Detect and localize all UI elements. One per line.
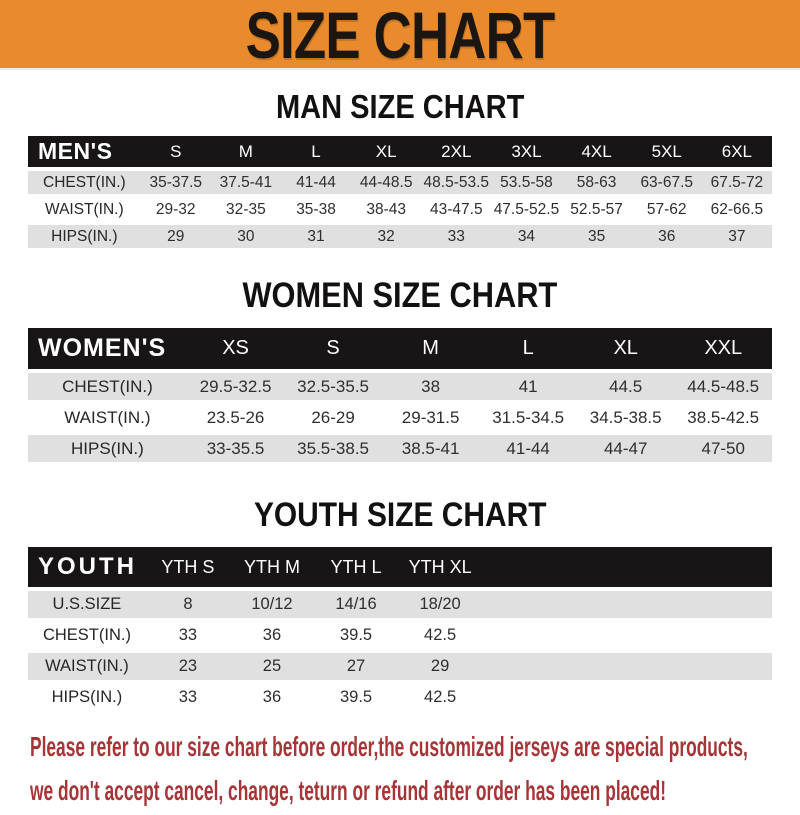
column-header-cell: M (211, 136, 281, 167)
heading-text: WOMEN SIZE CHART (242, 276, 558, 315)
value-cell: 44-48.5 (351, 171, 421, 194)
header-row (28, 547, 772, 587)
value-cell: 43-47.5 (421, 198, 491, 221)
value-cell: 38-43 (351, 198, 421, 221)
value-cell: 35.5-38.5 (284, 435, 382, 462)
value-cell: 44-47 (577, 435, 675, 462)
column-header-cell: XS (187, 328, 285, 369)
column-header-cell: 2XL (421, 136, 491, 167)
value-cell: 36 (230, 622, 314, 649)
value-cell: 35-38 (281, 198, 351, 221)
women-size-chart-section (0, 276, 800, 466)
value-cell: 47-50 (674, 435, 772, 462)
column-header-cell: YTH L (314, 547, 398, 587)
men-section-heading (0, 88, 800, 126)
filler-cell (482, 653, 772, 680)
value-cell: 41-44 (281, 171, 351, 194)
data-row (28, 171, 772, 194)
data-row (28, 198, 772, 221)
column-header-cell: 4XL (562, 136, 632, 167)
value-cell: 29-31.5 (382, 404, 480, 431)
row-label-cell: HIPS(IN.) (28, 435, 187, 462)
row-label-cell: CHEST(IN.) (28, 171, 141, 194)
value-cell: 33-35.5 (187, 435, 285, 462)
row-label-cell: WAIST(IN.) (28, 198, 141, 221)
column-header-cell: 3XL (491, 136, 561, 167)
filler-cell (482, 622, 772, 649)
column-header-cell: S (284, 328, 382, 369)
value-cell: 38.5-41 (382, 435, 480, 462)
value-cell: 35 (562, 225, 632, 248)
value-cell: 39.5 (314, 684, 398, 711)
value-cell: 33 (421, 225, 491, 248)
value-cell: 53.5-58 (491, 171, 561, 194)
value-cell: 23.5-26 (187, 404, 285, 431)
data-row (28, 622, 772, 649)
value-cell: 48.5-53.5 (421, 171, 491, 194)
column-header-cell: 6XL (702, 136, 772, 167)
filler-cell (482, 684, 772, 711)
column-header-cell: YTH M (230, 547, 314, 587)
filler-cell (482, 591, 772, 618)
men-size-chart-section (0, 88, 800, 252)
value-cell: 52.5-57 (562, 198, 632, 221)
value-cell: 29 (398, 653, 482, 680)
column-header-cell: YTH S (146, 547, 230, 587)
disclaimer (0, 727, 800, 815)
row-label-cell: HIPS(IN.) (28, 225, 141, 248)
data-row (28, 684, 772, 711)
data-row (28, 653, 772, 680)
value-cell: 35-37.5 (141, 171, 211, 194)
filler-cell (482, 547, 772, 587)
value-cell: 33 (146, 684, 230, 711)
value-cell: 18/20 (398, 591, 482, 618)
column-header-cell: L (281, 136, 351, 167)
value-cell: 41-44 (479, 435, 577, 462)
disclaimer-line-1: Please refer to our size chart before order,the customized jerseys are special products, (30, 731, 748, 762)
value-cell: 32.5-35.5 (284, 373, 382, 400)
youth-section-heading (0, 496, 800, 535)
table-title-cell: WOMEN'S (28, 328, 187, 369)
value-cell: 57-62 (632, 198, 702, 221)
column-header-cell: XL (577, 328, 675, 369)
column-header-cell: XL (351, 136, 421, 167)
value-cell: 44.5-48.5 (674, 373, 772, 400)
value-cell: 29.5-32.5 (187, 373, 285, 400)
column-header-cell: XXL (674, 328, 772, 369)
value-cell: 29-32 (141, 198, 211, 221)
disclaimer-line (30, 771, 800, 815)
value-cell: 8 (146, 591, 230, 618)
value-cell: 41 (479, 373, 577, 400)
heading-text: YOUTH SIZE CHART (253, 496, 547, 534)
value-cell: 14/16 (314, 591, 398, 618)
data-row (28, 225, 772, 248)
value-cell: 36 (632, 225, 702, 248)
value-cell: 30 (211, 225, 281, 248)
value-cell: 34 (491, 225, 561, 248)
column-header-cell: L (479, 328, 577, 369)
value-cell: 23 (146, 653, 230, 680)
youth-size-chart-section (0, 496, 800, 715)
row-label-cell: CHEST(IN.) (28, 622, 146, 649)
row-label-cell: WAIST(IN.) (28, 404, 187, 431)
row-label-cell: CHEST(IN.) (28, 373, 187, 400)
value-cell: 29 (141, 225, 211, 248)
heading-text: MAN SIZE CHART (275, 88, 525, 125)
value-cell: 58-63 (562, 171, 632, 194)
value-cell: 38 (382, 373, 480, 400)
value-cell: 32-35 (211, 198, 281, 221)
value-cell: 10/12 (230, 591, 314, 618)
women-section-heading (0, 276, 800, 316)
value-cell: 36 (230, 684, 314, 711)
data-row (28, 591, 772, 618)
column-header-cell: YTH XL (398, 547, 482, 587)
page-title: SIZE CHART (245, 0, 555, 72)
value-cell: 42.5 (398, 684, 482, 711)
men-size-table (28, 132, 772, 252)
table-title-cell: YOUTH (28, 547, 146, 587)
value-cell: 31 (281, 225, 351, 248)
value-cell: 25 (230, 653, 314, 680)
women-size-table (28, 324, 772, 466)
data-row (28, 435, 772, 462)
value-cell: 44.5 (577, 373, 675, 400)
value-cell: 33 (146, 622, 230, 649)
column-header-cell: 5XL (632, 136, 702, 167)
column-header-cell: M (382, 328, 480, 369)
value-cell: 42.5 (398, 622, 482, 649)
value-cell: 67.5-72 (702, 171, 772, 194)
row-label-cell: WAIST(IN.) (28, 653, 146, 680)
column-header-cell: S (141, 136, 211, 167)
value-cell: 34.5-38.5 (577, 404, 675, 431)
row-label-cell: U.S.SIZE (28, 591, 146, 618)
data-row (28, 373, 772, 400)
data-row (28, 404, 772, 431)
value-cell: 27 (314, 653, 398, 680)
disclaimer-line-2: we don't accept cancel, change, teturn or refund after order has been placed! (30, 775, 666, 806)
value-cell: 37 (702, 225, 772, 248)
value-cell: 47.5-52.5 (491, 198, 561, 221)
row-label-cell: HIPS(IN.) (28, 684, 146, 711)
disclaimer-line (30, 727, 800, 771)
banner (0, 0, 800, 70)
value-cell: 31.5-34.5 (479, 404, 577, 431)
header-row (28, 328, 772, 369)
youth-size-table (28, 543, 772, 715)
value-cell: 26-29 (284, 404, 382, 431)
value-cell: 62-66.5 (702, 198, 772, 221)
header-row (28, 136, 772, 167)
value-cell: 38.5-42.5 (674, 404, 772, 431)
value-cell: 37.5-41 (211, 171, 281, 194)
value-cell: 32 (351, 225, 421, 248)
value-cell: 39.5 (314, 622, 398, 649)
value-cell: 63-67.5 (632, 171, 702, 194)
table-title-cell: MEN'S (28, 136, 141, 167)
